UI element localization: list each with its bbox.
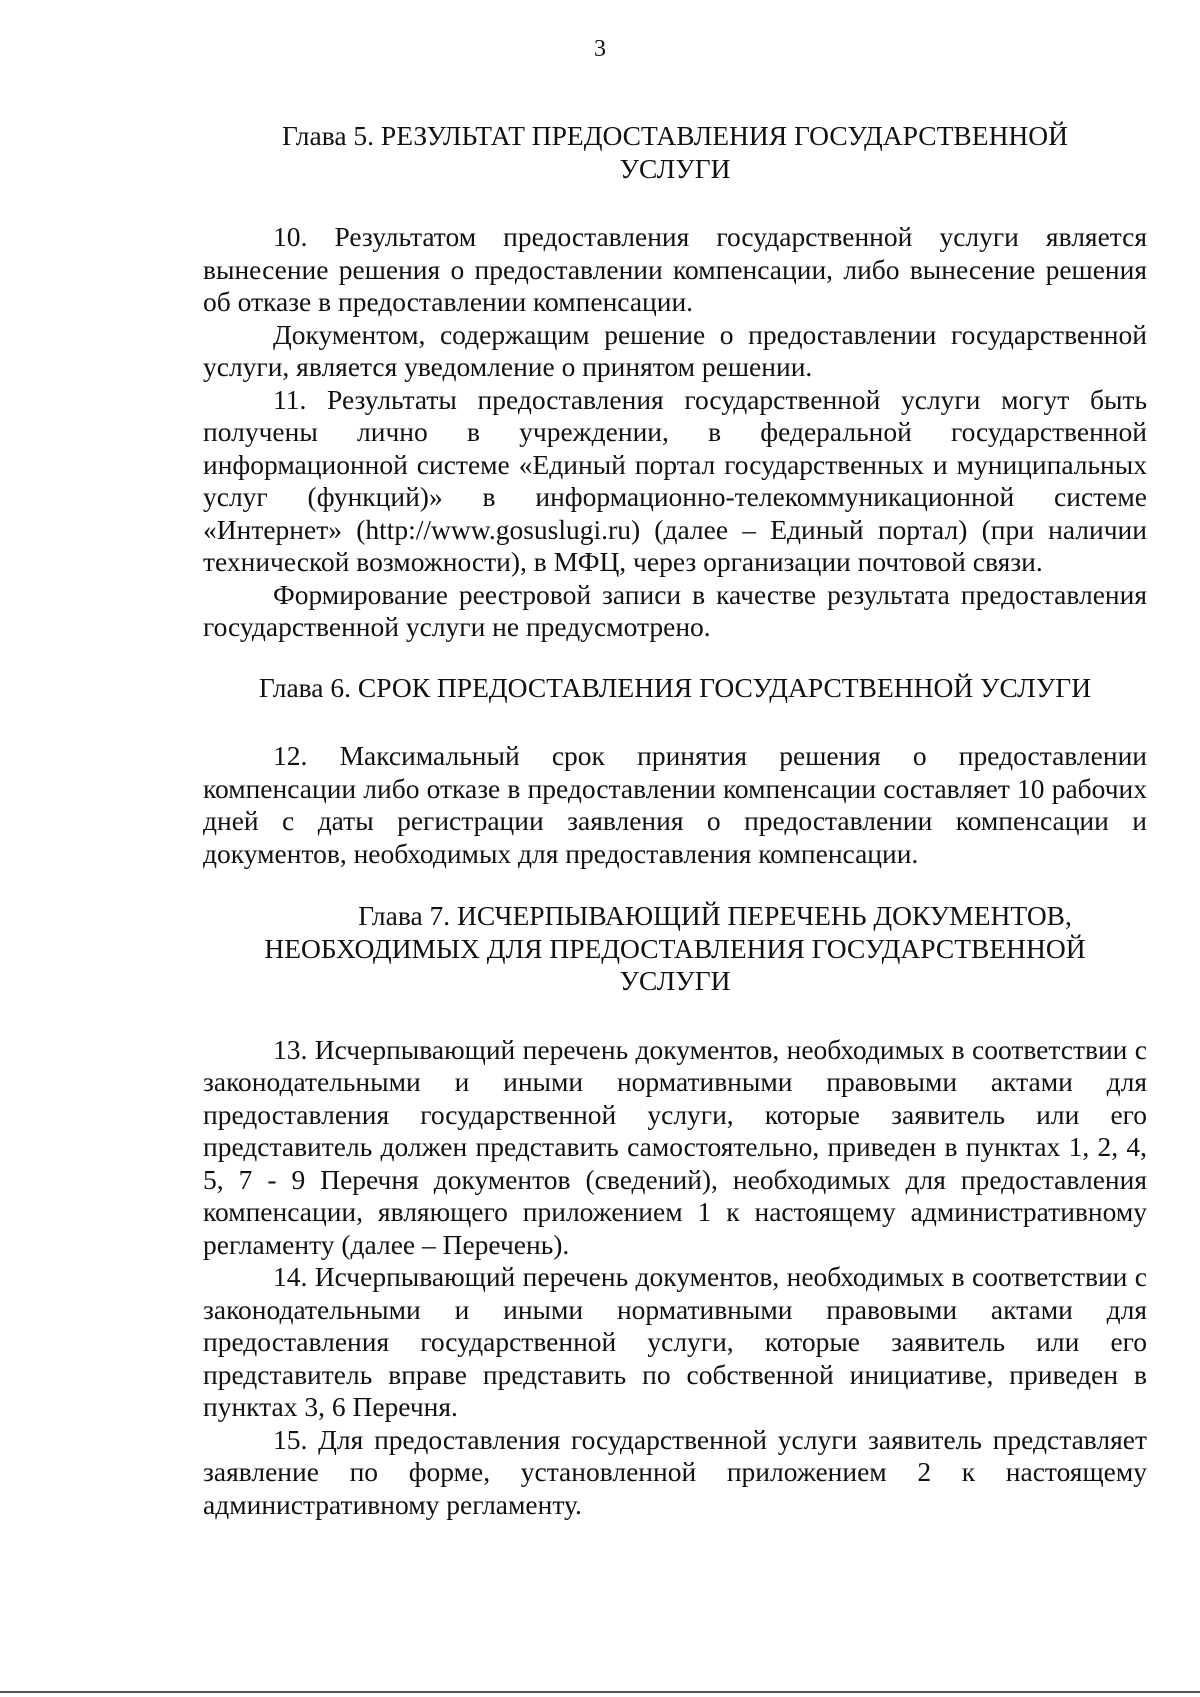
chapter-6-title-line-1: Глава 6. СРОК ПРЕДОСТАВЛЕНИЯ ГОСУДАРСТВЕННОЙ УСЛУГИ xyxy=(258,671,1092,703)
chapter-6-heading xyxy=(203,672,1147,705)
paragraph-14: 14. Исчерпывающий перечень документов, необходимых в соответствии с законодательными и иными нормативными правовыми актами для предоставления государственной услуги, которые заявитель или его представитель вправе представить по собственной инициативе, приведен в пунктах 3, 6 Перечня. xyxy=(203,1261,1147,1422)
chapter-7-heading xyxy=(203,900,1147,998)
paragraph-11: 11. Результаты предоставления государственной услуги могут быть получены лично в учреждении, в федеральной государственной информационной системе «Единый портал государственных и муниципальных услуг (функций)» в информационно-телекоммуникационной системе «Интернет» (http://www.gosuslugi.ru) (далее – Единый портал) (при наличии технической возможности), в МФЦ, через организации почтовой связи. xyxy=(203,383,1147,577)
chapter-5-title-line-1: Глава 5. РЕЗУЛЬТАТ ПРЕДОСТАВЛЕНИЯ ГОСУДАРСТВЕННОЙ xyxy=(281,120,1069,151)
chapter-7-title-line-3: УСЛУГИ xyxy=(619,965,731,996)
paragraph-10-document: Документом, содержащим решение о предоставлении государственной услуги, является уведомление о принятом решении. xyxy=(203,318,1147,382)
page-number: 3 xyxy=(594,36,606,62)
chapter-5-heading xyxy=(203,120,1147,185)
chapter-7-title-line-2: НЕОБХОДИМЫХ ДЛЯ ПРЕДОСТАВЛЕНИЯ ГОСУДАРСТВЕННОЙ xyxy=(264,932,1086,964)
chapter-7-title-line-1: Глава 7. ИСЧЕРПЫВАЮЩИЙ ПЕРЕЧЕНЬ ДОКУМЕНТОВ, xyxy=(358,900,1072,931)
document-body xyxy=(203,120,1147,1521)
paragraph-12: 12. Максимальный срок принятия решения о предоставлении компенсации либо отказе в предоставлении компенсации составляет 10 рабочих дней с даты регистрации заявления о предоставлении компенсации и документов, необходимых для предоставления компенсации. xyxy=(203,740,1147,869)
chapter-5-title-line-2: УСЛУГИ xyxy=(619,152,731,184)
paragraph-11-registry: Формирование реестровой записи в качестве результата предоставления государственной услуги не предусмотрено. xyxy=(203,578,1147,642)
paragraph-10: 10. Результатом предоставления государственной услуги является вынесение решения о предоставлении компенсации, либо вынесение решения об отказе в предоставлении компенсации. xyxy=(203,221,1147,317)
paragraph-15: 15. Для предоставления государственной услуги заявитель представляет заявление по форме, установленной приложением 2 к настоящему административному регламенту. xyxy=(203,1423,1147,1520)
paragraph-13: 13. Исчерпывающий перечень документов, необходимых в соответствии с законодательными и иными нормативными правовыми актами для предоставления государственной услуги, которые заявитель или его представитель должен представить самостоятельно, приведен в пунктах 1, 2, 4, 5, 7 - 9 Перечня документов (сведений), необходимых для предоставления компенсации, являющего приложением 1 к настоящему административному регламенту (далее – Перечень). xyxy=(203,1033,1147,1260)
scan-bottom-edge xyxy=(0,1691,1200,1693)
